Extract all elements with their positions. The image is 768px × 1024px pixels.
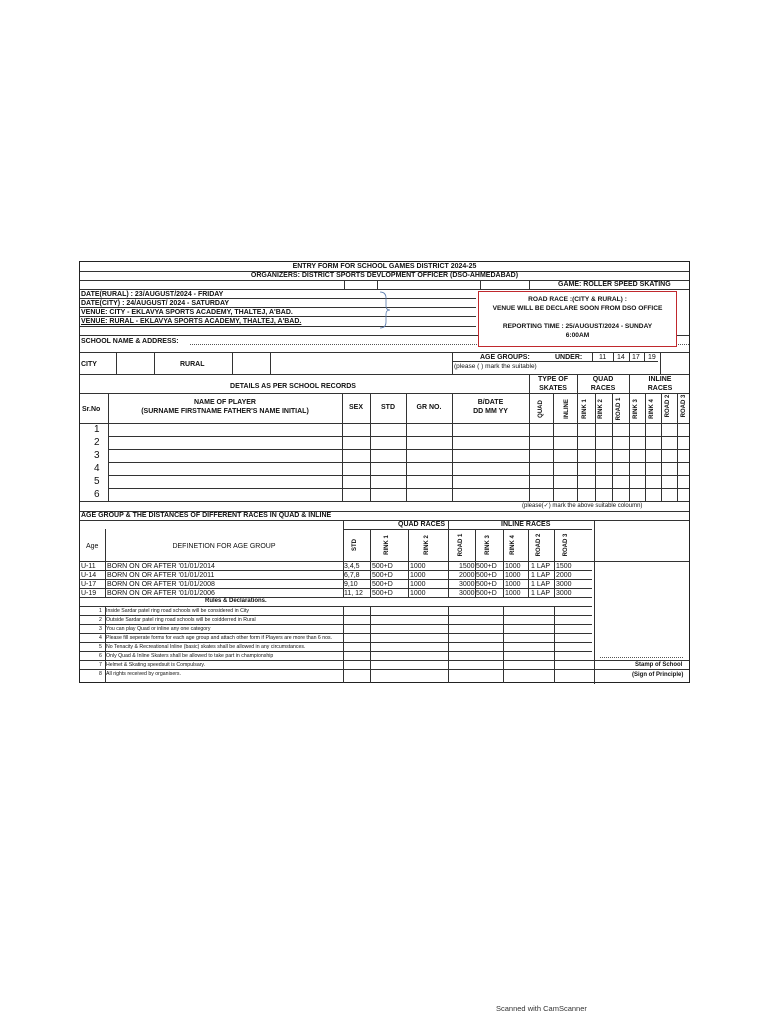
- race-row-2-rink3: 500+D: [476, 572, 497, 579]
- please-mark-note: (please ( ) mark the suitable): [454, 363, 537, 370]
- notice-line-2: VENUE WILL BE DECLARE SOON FROM DSO OFFICE: [492, 305, 663, 312]
- races-quad-header: QUAD RACES: [398, 521, 446, 528]
- race-row-4-age: U-19: [81, 590, 97, 597]
- col-sex: SEX: [348, 404, 363, 411]
- bracket-mark: [378, 290, 392, 330]
- races-inline-header: INLINE RACES: [501, 521, 551, 528]
- race-row-2-rink2: 1000: [410, 572, 426, 579]
- col-bdate-sub: DD MM YY: [473, 408, 508, 415]
- col-road3: ROAD 3: [681, 394, 687, 418]
- rule-5-number: 5: [99, 644, 102, 650]
- race-row-2-road3: 2000: [556, 572, 572, 579]
- col-rink3: RINK 3: [633, 399, 639, 419]
- races-col-road1: ROAD 1: [458, 533, 464, 557]
- organizers-line: ORGANIZERS: DISTRICT SPORTS DEVLOPMENT OFFICER (DSO-AHMEDABAD): [250, 272, 519, 279]
- notice-line-4: 6:00AM: [565, 332, 590, 339]
- race-row-2-rink1: 500+D: [372, 572, 393, 579]
- age-17: 17: [632, 354, 640, 361]
- col-rink1: RINK 1: [582, 399, 588, 419]
- age-groups-label: AGE GROUPS:: [480, 354, 530, 361]
- races-col-rink3: RINK 3: [485, 535, 491, 555]
- races-col-age: Age: [86, 543, 99, 550]
- rule-6-number: 6: [99, 653, 102, 659]
- races-section-title: AGE GROUP & THE DISTANCES OF DIFFERENT RACES IN QUAD & INLINE: [81, 512, 332, 519]
- scanner-watermark: Scanned with CamScanner: [496, 1004, 587, 1013]
- venue-city: VENUE: CITY - EKLAVYA SPORTS ACADEMY, THALTEJ, A'BAD.: [81, 309, 293, 316]
- col-inline: INLINE: [564, 399, 570, 419]
- row-number-3: 3: [94, 450, 100, 461]
- race-row-2-age: U-14: [81, 572, 97, 579]
- races-col-def: DEFINETION FOR AGE GROUP: [172, 543, 276, 550]
- races-col-rink1: RINK 1: [384, 535, 390, 555]
- rule-7-text: Helmet & Skating speedsuit is Compulsary.: [106, 662, 206, 668]
- race-row-3-def: BORN ON OR AFTER '01/01/2008: [107, 581, 215, 588]
- races-col-road2: ROAD 2: [536, 533, 542, 557]
- races-col-std: STD: [352, 539, 358, 551]
- race-row-1-std: 3,4,5: [344, 563, 360, 570]
- race-row-3-age: U-17: [81, 581, 97, 588]
- school-label: SCHOOL NAME & ADDRESS:: [81, 338, 179, 345]
- race-row-2-def: BORN ON OR AFTER '01/01/2011: [107, 572, 215, 579]
- race-row-1-rink3: 500+D: [476, 563, 497, 570]
- col-std: STD: [381, 404, 395, 411]
- race-row-4-road2: 1 LAP: [531, 590, 551, 597]
- race-row-2-std: 6,7,8: [344, 572, 360, 579]
- stamp-label: Stamp of School: [635, 662, 683, 668]
- race-row-1-age: U-11: [81, 563, 96, 570]
- race-row-2-road2: 1 LAP: [531, 572, 551, 579]
- race-row-3-road2: 1 LAP: [531, 581, 551, 588]
- race-row-4-road3: 3000: [556, 590, 572, 597]
- race-row-2-road1: 2000: [459, 572, 475, 579]
- details-header: DETAILS AS PER SCHOOL RECORDS: [230, 383, 356, 390]
- age-19: 19: [648, 354, 656, 361]
- races-col-rink4: RINK 4: [510, 535, 516, 555]
- race-row-3-rink1: 500+D: [372, 581, 393, 588]
- rule-1-text: Inside Sardar patel ring road schools will be considered in City: [106, 608, 250, 614]
- col-quad: QUAD: [538, 400, 544, 418]
- race-row-4-rink3: 500+D: [476, 590, 497, 597]
- quad-races-header: QUAD RACES: [590, 376, 616, 392]
- rural-label: RURAL: [180, 361, 205, 368]
- race-row-1-rink4: 1000: [505, 563, 521, 570]
- rule-1-number: 1: [99, 608, 102, 614]
- rule-4-text: Please fill seperate forms for each age group and attach other form if Players are more than 6 nos.: [106, 635, 333, 641]
- row-number-2: 2: [94, 437, 100, 448]
- race-row-4-def: BORN ON OR AFTER '01/01/2006: [107, 590, 215, 597]
- notice-line-1: ROAD RACE :(CITY & RURAL) :: [528, 296, 627, 303]
- rule-6-text: Only Quad & Inline Skaters shall be allowed to take part in championship: [106, 653, 274, 659]
- race-row-4-rink4: 1000: [505, 590, 521, 597]
- col-rink2: RINK 2: [598, 399, 604, 419]
- row-number-6: 6: [94, 489, 100, 500]
- type-of-skates: TYPE OF SKATES: [538, 376, 568, 392]
- age-11: 11: [599, 354, 607, 361]
- races-col-rink2: RINK 2: [424, 535, 430, 555]
- date-city: DATE(CITY) : 24/AUGUST/ 2024 - SATURDAY: [81, 300, 230, 307]
- row-number-4: 4: [94, 463, 100, 474]
- rule-8-number: 8: [99, 671, 102, 677]
- inline-races-header: INLINE RACES: [647, 376, 673, 392]
- race-row-3-std: 9,10: [344, 581, 358, 588]
- race-row-1-road1: 1500: [459, 563, 475, 570]
- race-row-1-road3: 1500: [556, 563, 572, 570]
- rule-5-text: No Tenacity & Recreational Inline (basic) skates shall be allowed in any circumstances.: [106, 644, 306, 650]
- game-label: GAME: ROLLER SPEED SKATING: [558, 281, 671, 288]
- row-number-1: 1: [94, 424, 100, 435]
- race-row-1-rink2: 1000: [410, 563, 426, 570]
- stamp-line: [600, 657, 683, 658]
- rules-title: Rules & Declarations.: [205, 598, 267, 604]
- race-row-4-std: 11, 12: [344, 590, 363, 597]
- form-title: ENTRY FORM FOR SCHOOL GAMES DISTRICT 2024-25: [292, 263, 477, 270]
- col-name: NAME OF PLAYER: [194, 399, 256, 406]
- race-row-4-rink2: 1000: [410, 590, 426, 597]
- col-name-sub: (SURNAME FIRSTNAME FATHER'S NAME INITIAL): [141, 408, 309, 415]
- notice-line-3: REPORTING TIME : 25/AUGUST/2024 - SUNDAY: [502, 323, 653, 330]
- under-label: UNDER:: [555, 354, 583, 361]
- race-row-4-road1: 3000: [459, 590, 475, 597]
- race-row-3-rink4: 1000: [505, 581, 521, 588]
- race-row-2-rink4: 1000: [505, 572, 521, 579]
- age-14: 14: [617, 354, 625, 361]
- col-grno: GR NO.: [416, 404, 442, 411]
- mark-above-note: (please(✓) mark the above suitable coloumn): [522, 503, 643, 509]
- rule-7-number: 7: [99, 662, 102, 668]
- race-row-1-road2: 1 LAP: [531, 563, 551, 570]
- rule-8-text: All rights received by organisers.: [106, 671, 181, 677]
- race-row-4-rink1: 500+D: [372, 590, 393, 597]
- race-row-3-road1: 3000: [459, 581, 475, 588]
- rule-3-text: You can play Quad or inline any one category: [106, 626, 211, 632]
- race-row-1-def: BORN ON OR AFTER '01/01/2014: [107, 563, 215, 570]
- venue-rural: VENUE: RURAL - EKLAVYA SPORTS ACADEMY, THALTEJ, A'BAD.: [81, 318, 302, 325]
- race-row-3-rink3: 500+D: [476, 581, 497, 588]
- city-label: CITY: [81, 361, 97, 368]
- races-col-road3: ROAD 3: [563, 533, 569, 557]
- rule-3-number: 3: [99, 626, 102, 632]
- race-row-1-rink1: 500+D: [372, 563, 393, 570]
- road-race-notice: [478, 291, 677, 347]
- col-srno: Sr.No: [82, 406, 101, 413]
- date-rural: DATE(RURAL) : 23/AUGUST/2024 - FRIDAY: [81, 291, 224, 298]
- rule-2-text: Outside Sardar patel ring road schools will be coidderred in Rural: [106, 617, 256, 623]
- col-bdate: B/DATE: [477, 399, 504, 406]
- sign-label: (Sign of Principle): [632, 672, 684, 678]
- col-rink4: RINK 4: [649, 399, 655, 419]
- row-number-5: 5: [94, 476, 100, 487]
- col-road1: ROAD 1: [616, 397, 622, 421]
- race-row-3-road3: 3000: [556, 581, 572, 588]
- rule-4-number: 4: [99, 635, 102, 641]
- race-row-3-rink2: 1000: [410, 581, 426, 588]
- col-road2: ROAD 2: [665, 394, 671, 418]
- rule-2-number: 2: [99, 617, 102, 623]
